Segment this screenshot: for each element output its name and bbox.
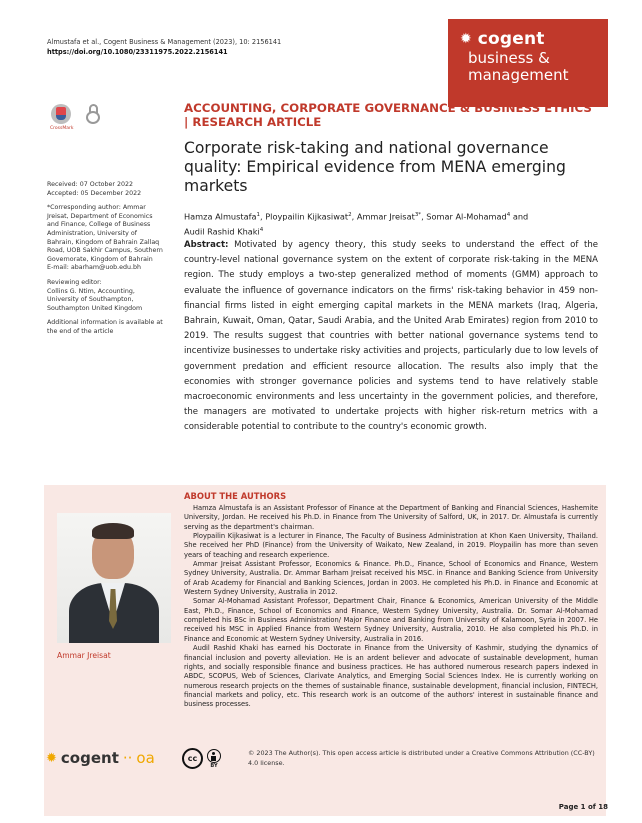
about-title: ABOUT THE AUTHORS xyxy=(184,491,287,501)
badges xyxy=(50,104,100,131)
author-affil: 4 xyxy=(506,212,511,218)
abstract-text: Motivated by agency theory, this study seeks to understand the effect of the country-level national governance system on the extent of corporate risk-taking in the MENA region. The study employs a two-step generalized method of moments (GMM) approach to evaluate the influence of governance indicators on the firms' risk-taking behavior in 459 non-financial firms listed in eight emerging capital markets in the MENA markets (Iraq, Algeria, Bahrain, Kuwait, Oman, Qatar, Saudi Arabia, and the United Arab Emirates) region from 2010 to 2019. The results suggest that countries with better national governance systems tend to incentivize businesses to undertake risky activities and projects, particularly due to low levels of government predation and efficient resource allocation. The results also imply that the economies with stronger governance policies and systems tend to have relatively stable macroeconomic environments and less uncertainty in the government policies, and therefore, the managers are motivated to undertake projects with higher risk-return metrics with a considerable potential to contribute to the country's economic growth. xyxy=(184,240,598,433)
author[interactable]: Ploypailin Kijkasiwat xyxy=(265,211,349,222)
corresponding-author: *Corresponding author: Ammar Jreisat, Department of Economics and Finance, College of Business Administration, University of Bahrain, Kingdom of Bahrain Zallaq Road, UOB Sakhir Campus, Southern Governorate, Kingdom of Bahrain xyxy=(47,204,163,263)
author-affil: 3* xyxy=(414,212,422,218)
bio-paragraph: Hamza Almustafa is an Assistant Professor of Finance at the Department of Banking and Financial Sciences, Hashemite University, Jordan. He received his Ph.D. in Finance from The University of Salford, UK, in 2017. Dr. Almustafa is currently serving as the department's chairman. xyxy=(184,504,598,531)
author[interactable]: Hamza Almustafa xyxy=(184,211,257,222)
cogent-oa-logo xyxy=(46,749,155,767)
creative-commons-badge[interactable] xyxy=(182,748,221,769)
reviewing-editor-label: Reviewing editor: xyxy=(47,278,102,286)
photo-caption: Ammar Jreisat xyxy=(57,651,111,660)
license-text: © 2023 The Author(s). This open access article is distributed under a Creative Commons Attribution (CC-BY) 4.0 license. xyxy=(248,749,595,767)
author-sep: and xyxy=(510,211,529,222)
author[interactable]: Somar Al-Mohamad xyxy=(426,211,507,222)
author-affil: 1 xyxy=(256,212,261,218)
brand-name: cogent xyxy=(477,29,545,49)
bio-paragraph: Audil Rashid Khaki has earned his Doctorate in Finance from the University of Kashmir, studying the dynamics of financial inclusion and poverty alleviation. He is an ardent believer and advocate of sustainable development, human rights, and socially responsible finance and business practices. He has authored numerous research papers indexed in ABDC, SCOPUS, Web of Sciences, Clarivate Analytics, and Emerging Social Sciences Index. He is currently working on numerous research projects on the themes of sustainable finance, sustainable development, financial inclusion, FINTECH, financial markets and policy, etc. This research work is an outcome of the authors' interest in sustainable finance and business processes. xyxy=(184,644,598,709)
journal-brand-logo xyxy=(448,19,608,107)
author-list xyxy=(184,209,594,238)
bio-paragraph: Somar Al-Mohamad Assistant Professor, Department Chair, Finance & Economics, American University of the Middle East, Ph.D., Finance, School of Economics and Finance, Western Sydney University, Australia. Dr. Somar Al-Mohamad completed his BSc in Business Administration/ Major Finance and Banking from University of Kalamoon, Syria in 2007. He received his MSC in Applied Finance from Western Sydney University, Australia, 2010. He also completed his Ph.D. in Finance and Economic at Western Sydney University, Australia in 2016. xyxy=(184,597,598,643)
accepted-date: Accepted: 05 December 2022 xyxy=(47,189,142,197)
author-sep: , xyxy=(260,211,266,222)
page-number: Page 1 of 18 xyxy=(558,803,608,811)
author[interactable]: Audil Rashid Khaki xyxy=(184,226,260,237)
citation-text: Almustafa et al., Cogent Business & Management (2023), 10: 2156141 xyxy=(47,38,282,46)
brand-line-2: business & xyxy=(468,49,550,67)
doi-link[interactable]: https://doi.org/10.1080/23311975.2022.2156141 xyxy=(47,47,228,56)
article-category: ACCOUNTING, CORPORATE GOVERNANCE & BUSINESS ETHICS | RESEARCH ARTICLE xyxy=(184,101,592,129)
article-title: Corporate risk-taking and national governance quality: Empirical evidence from MENA emerging markets xyxy=(184,139,566,195)
author[interactable]: Ammar Jreisat xyxy=(356,211,415,222)
bio-paragraph: Ammar Jreisat Assistant Professor, Economics & Finance. Ph.D., Finance, School of Economics and Finance, Western Sydney University, Australia. Dr. Ammar Barham Jreisat received his MSC. in Finance and Banking Science from University of Arab Academy for Financial and Banking Sciences, Jordan in 2003. He completed his Ph.D. in Finance and Economic at Western Sydney University, Australia in 2012. xyxy=(184,560,598,597)
citation-block xyxy=(47,38,281,57)
reviewing-editor: Collins G. Ntim, Accounting, University of Southampton, Southampton United Kingdom xyxy=(47,287,143,312)
author-bios xyxy=(184,504,598,710)
bio-paragraph: Ploypailin Kijkasiwat is a lecturer in Finance, The Faculty of Business Administration at Khon Kaen University, Thailand. She received her PhD (Finance) from the University of Waikato, New Zealand, in 2019. Ploypailin has more than seven years of teaching and research experience. xyxy=(184,532,598,559)
cc-icon: cc xyxy=(182,748,203,769)
additional-info: Additional information is available at the end of the article xyxy=(47,319,163,335)
author-sep: , xyxy=(351,211,357,222)
crossmark-icon xyxy=(51,104,71,124)
footer-logo-suffix: oa xyxy=(136,749,155,767)
open-access-lock-icon xyxy=(86,104,100,124)
footer-logo-name: cogent xyxy=(60,749,119,767)
article-metadata xyxy=(47,181,165,343)
author-affil: 2 xyxy=(348,212,352,218)
abstract-label: Abstract: xyxy=(184,240,229,250)
crossmark-label: CrossMark xyxy=(50,126,74,131)
brand-line-3: management xyxy=(468,66,569,84)
abstract xyxy=(184,238,598,436)
footer-logo-dots: ·· xyxy=(122,749,133,767)
cogent-burst-icon: ✹ xyxy=(460,31,472,47)
author-sep: , xyxy=(421,211,427,222)
received-date: Received: 07 October 2022 xyxy=(47,181,134,188)
by-label: BY xyxy=(210,762,218,769)
by-icon xyxy=(207,749,221,769)
corresponding-email[interactable]: E-mail: abarham@uob.edu.bh xyxy=(47,264,142,272)
author-photo xyxy=(57,513,171,643)
author-affil: 4 xyxy=(259,226,264,233)
attribution-person-icon xyxy=(207,749,221,763)
cogent-burst-icon: ✹ xyxy=(46,750,57,766)
crossmark-badge[interactable] xyxy=(50,104,72,131)
